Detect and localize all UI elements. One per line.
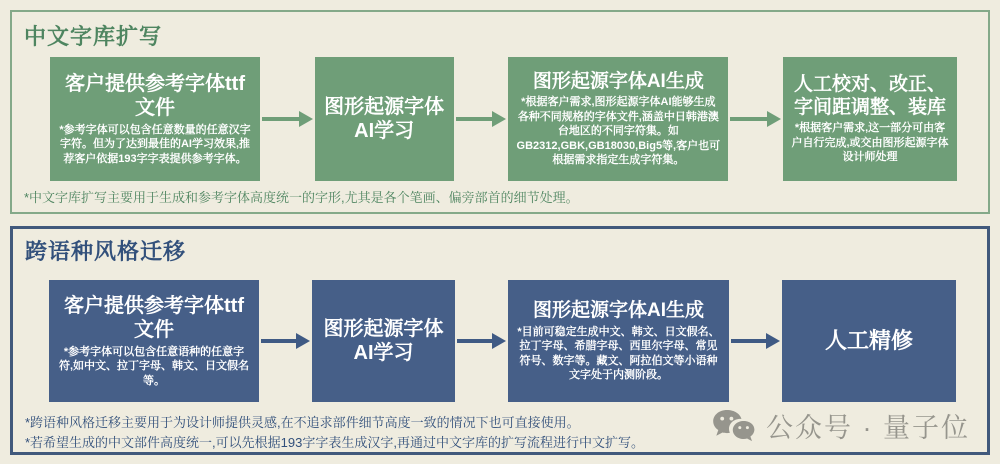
flow-step-customer-ttf — [49, 280, 259, 402]
flow-step-title: 图形起源字体AI学习 — [324, 95, 445, 142]
watermark — [712, 406, 970, 445]
section-footnotes — [25, 413, 644, 452]
wechat-icon — [712, 409, 756, 443]
flow-arrow-icon — [261, 280, 310, 402]
flow-step-ai-learning — [312, 280, 455, 402]
flow-arrow-icon — [262, 57, 313, 181]
flow-step-note: *根据客户需求,这一部分可由客户自行完成,或交由图形起源字体设计师处理 — [791, 122, 949, 164]
section-title: 中文字库扩写 — [24, 24, 163, 49]
flow-step-ai-generation — [508, 57, 728, 181]
flow-arrow-icon — [457, 280, 506, 402]
section-footnotes — [24, 188, 579, 208]
flow-step-title: 图形起源字体AI生成 — [532, 300, 704, 322]
footnote: *中文字库扩写主要用于生成和参考字体高度统一的字形,尤其是各个笔画、偏旁部首的细节处理。 — [24, 190, 579, 205]
flow-top — [50, 57, 957, 181]
flow-step-customer-ttf — [50, 57, 260, 181]
section-chinese-font-expansion — [10, 10, 990, 214]
section-title: 跨语种风格迁移 — [25, 239, 187, 264]
flow-step-title: 图形起源字体AI生成 — [532, 71, 704, 93]
flow-step-title: 人工校对、改正、字间距调整、装库 — [794, 74, 947, 119]
flow-arrow-icon — [731, 280, 780, 402]
flow-bottom — [49, 280, 956, 402]
footnote: *若希望生成的中文部件高度统一,可以先根据193字字表生成汉字,再通过中文字库的扩写流程进行中文扩写。 — [25, 434, 644, 450]
flow-step-title: 客户提供参考字体ttf文件 — [65, 72, 245, 120]
flow-step-ai-learning — [315, 57, 454, 181]
flow-step-note: *目前可稳定生成中文、韩文、日文假名、拉丁字母、希腊字母、西里尔字母、常见符号、数字等。藏文、阿拉伯文等小语种文字处于内测阶段。 — [517, 325, 720, 382]
flow-step-title: 人工精修 — [824, 327, 913, 353]
flow-step-note: *根据客户需求,图形起源字体AI能够生成各种不同规格的字体文件,涵盖中日韩港澳台地区的不同字符集。如GB2312,GBK,GB18030,Big5等,客户也可根据需求指定生成字符集。 — [516, 96, 721, 167]
flow-step-note: *参考字体可以包含任意语种的任意字符,如中文、拉丁字母、韩文、日文假名等。 — [58, 345, 250, 387]
flow-step-manual-proofread — [783, 57, 957, 181]
footnote: *跨语种风格迁移主要用于为设计师提供灵感,在不追求部件细节高度一致的情况下也可直接使用。 — [25, 415, 580, 430]
flow-arrow-icon — [456, 57, 507, 181]
watermark-text: 公众号 · 量子位 — [766, 413, 970, 443]
flow-step-ai-generation — [508, 280, 729, 402]
flow-step-manual-refine — [782, 280, 956, 402]
flow-step-title: 客户提供参考字体ttf文件 — [64, 294, 244, 342]
flow-arrow-icon — [730, 57, 781, 181]
flow-step-note: *参考字体可以包含任意数量的任意汉字字符。但为了达到最佳的AI学习效果,推荐客户依据193字字表提供参考字体。 — [59, 123, 251, 165]
flow-step-title: 图形起源字体AI学习 — [323, 317, 444, 364]
